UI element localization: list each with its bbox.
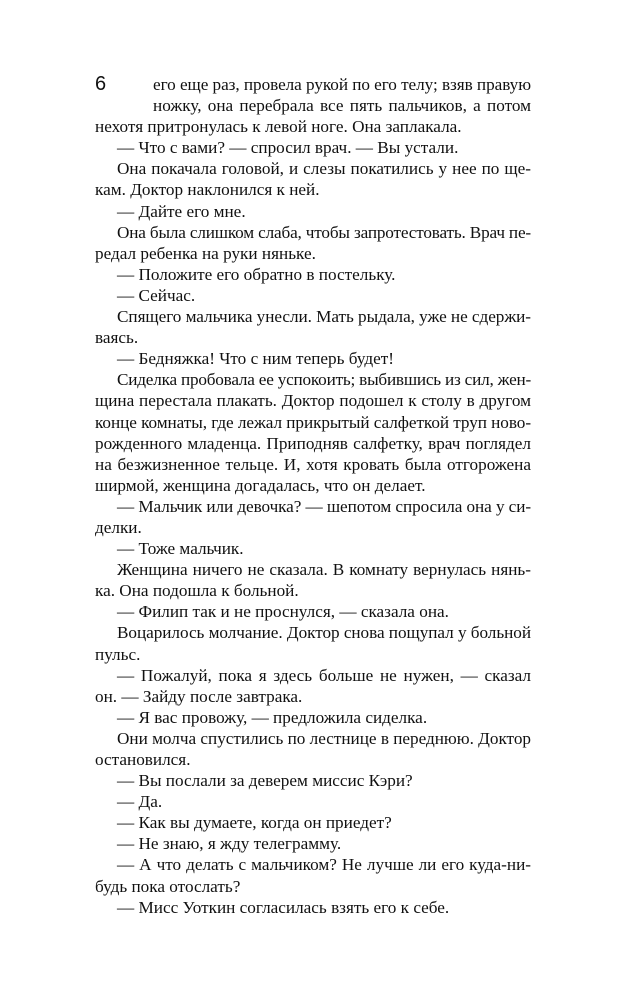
text-line: — Положите его обратно в постельку. xyxy=(117,264,396,284)
text-line: нехотя притронулась к левой ноге. Она заплакала. xyxy=(95,117,462,137)
text-line: — А что делать с мальчиком? Не лучше ли его куда-ни- xyxy=(117,855,531,875)
text-line: — Мисс Уоткин согласилась взять его к себе. xyxy=(117,897,450,917)
text-line: ножку, она перебрала все пять пальчиков, а потом xyxy=(153,96,531,116)
text-line: редал ребенка на руки няньке. xyxy=(95,243,316,263)
text-line: на безжизненное тельце. И, хотя кровать была отгорожена xyxy=(95,454,531,474)
text-line: Женщина ничего не сказала. В комнату вернулась нянь- xyxy=(117,560,531,580)
text-line: — Тоже мальчик. xyxy=(117,539,244,559)
text-line: Воцарилось молчание. Доктор снова пощупал у больной xyxy=(117,623,531,643)
text-line: Спящего мальчика унесли. Мать рыдала, уже не сдержи- xyxy=(117,307,531,327)
text-line: рожденного младенца. Приподняв салфетку, врач поглядел xyxy=(95,433,531,453)
body-text xyxy=(95,74,531,918)
text-line: он. — Зайду после завтрака. xyxy=(95,686,303,706)
text-line: его еще раз, провела рукой по его телу; взяв правую xyxy=(153,75,531,94)
text-line: — Сейчас. xyxy=(117,285,196,305)
text-line: ширмой, женщина догадалась, что он делает. xyxy=(95,475,426,495)
text-line: конце комнаты, где лежал прикрытый салфеткой труп ново- xyxy=(95,412,531,432)
text-line: — Мальчик или девочка? — шепотом спросила она у си- xyxy=(117,496,532,516)
text-line: — Что с вами? — спросил врач. — Вы устали. xyxy=(117,138,459,158)
text-line: — Как вы думаете, когда он приедет? xyxy=(117,813,392,833)
text-line: — Да. xyxy=(117,792,163,812)
text-line: Она покачала головой, и слезы покатились у нее по ще- xyxy=(117,159,531,179)
text-line: ваясь. xyxy=(95,328,139,348)
text-line: будь пока отослать? xyxy=(95,876,241,896)
text-line: — Вы послали за деверем миссис Кэри? xyxy=(117,771,413,791)
text-line: пульс. xyxy=(95,644,141,664)
page-number: 6 xyxy=(95,73,107,95)
text-line: делки. xyxy=(95,517,142,537)
text-line: остановился. xyxy=(95,750,191,769)
text-line: Она была слишком слаба, чтобы запротестовать. Врач пе- xyxy=(117,222,531,242)
text-line: — Дайте его мне. xyxy=(117,201,246,221)
text-line: Сиделка пробовала ее успокоить; выбившись из сил, жен- xyxy=(117,370,532,390)
text-line: щина перестала плакать. Доктор подошел к столу в другом xyxy=(95,391,531,411)
text-line: ка. Она подошла к больной. xyxy=(95,581,299,601)
text-line: — Пожалуй, пока я здесь больше не нужен, — сказал xyxy=(117,665,531,685)
text-line: кам. Доктор наклонился к ней. xyxy=(95,180,320,200)
text-line: — Бедняжка! Что с ним теперь будет! xyxy=(117,349,394,369)
text-line: — Филип так и не проснулся, — сказала она. xyxy=(117,602,449,622)
text-line: Они молча спустились по лестнице в переднюю. Доктор xyxy=(117,728,531,748)
text-line: — Не знаю, я жду телеграмму. xyxy=(117,834,342,854)
text-line: — Я вас провожу, — предложила сиделка. xyxy=(117,707,428,727)
